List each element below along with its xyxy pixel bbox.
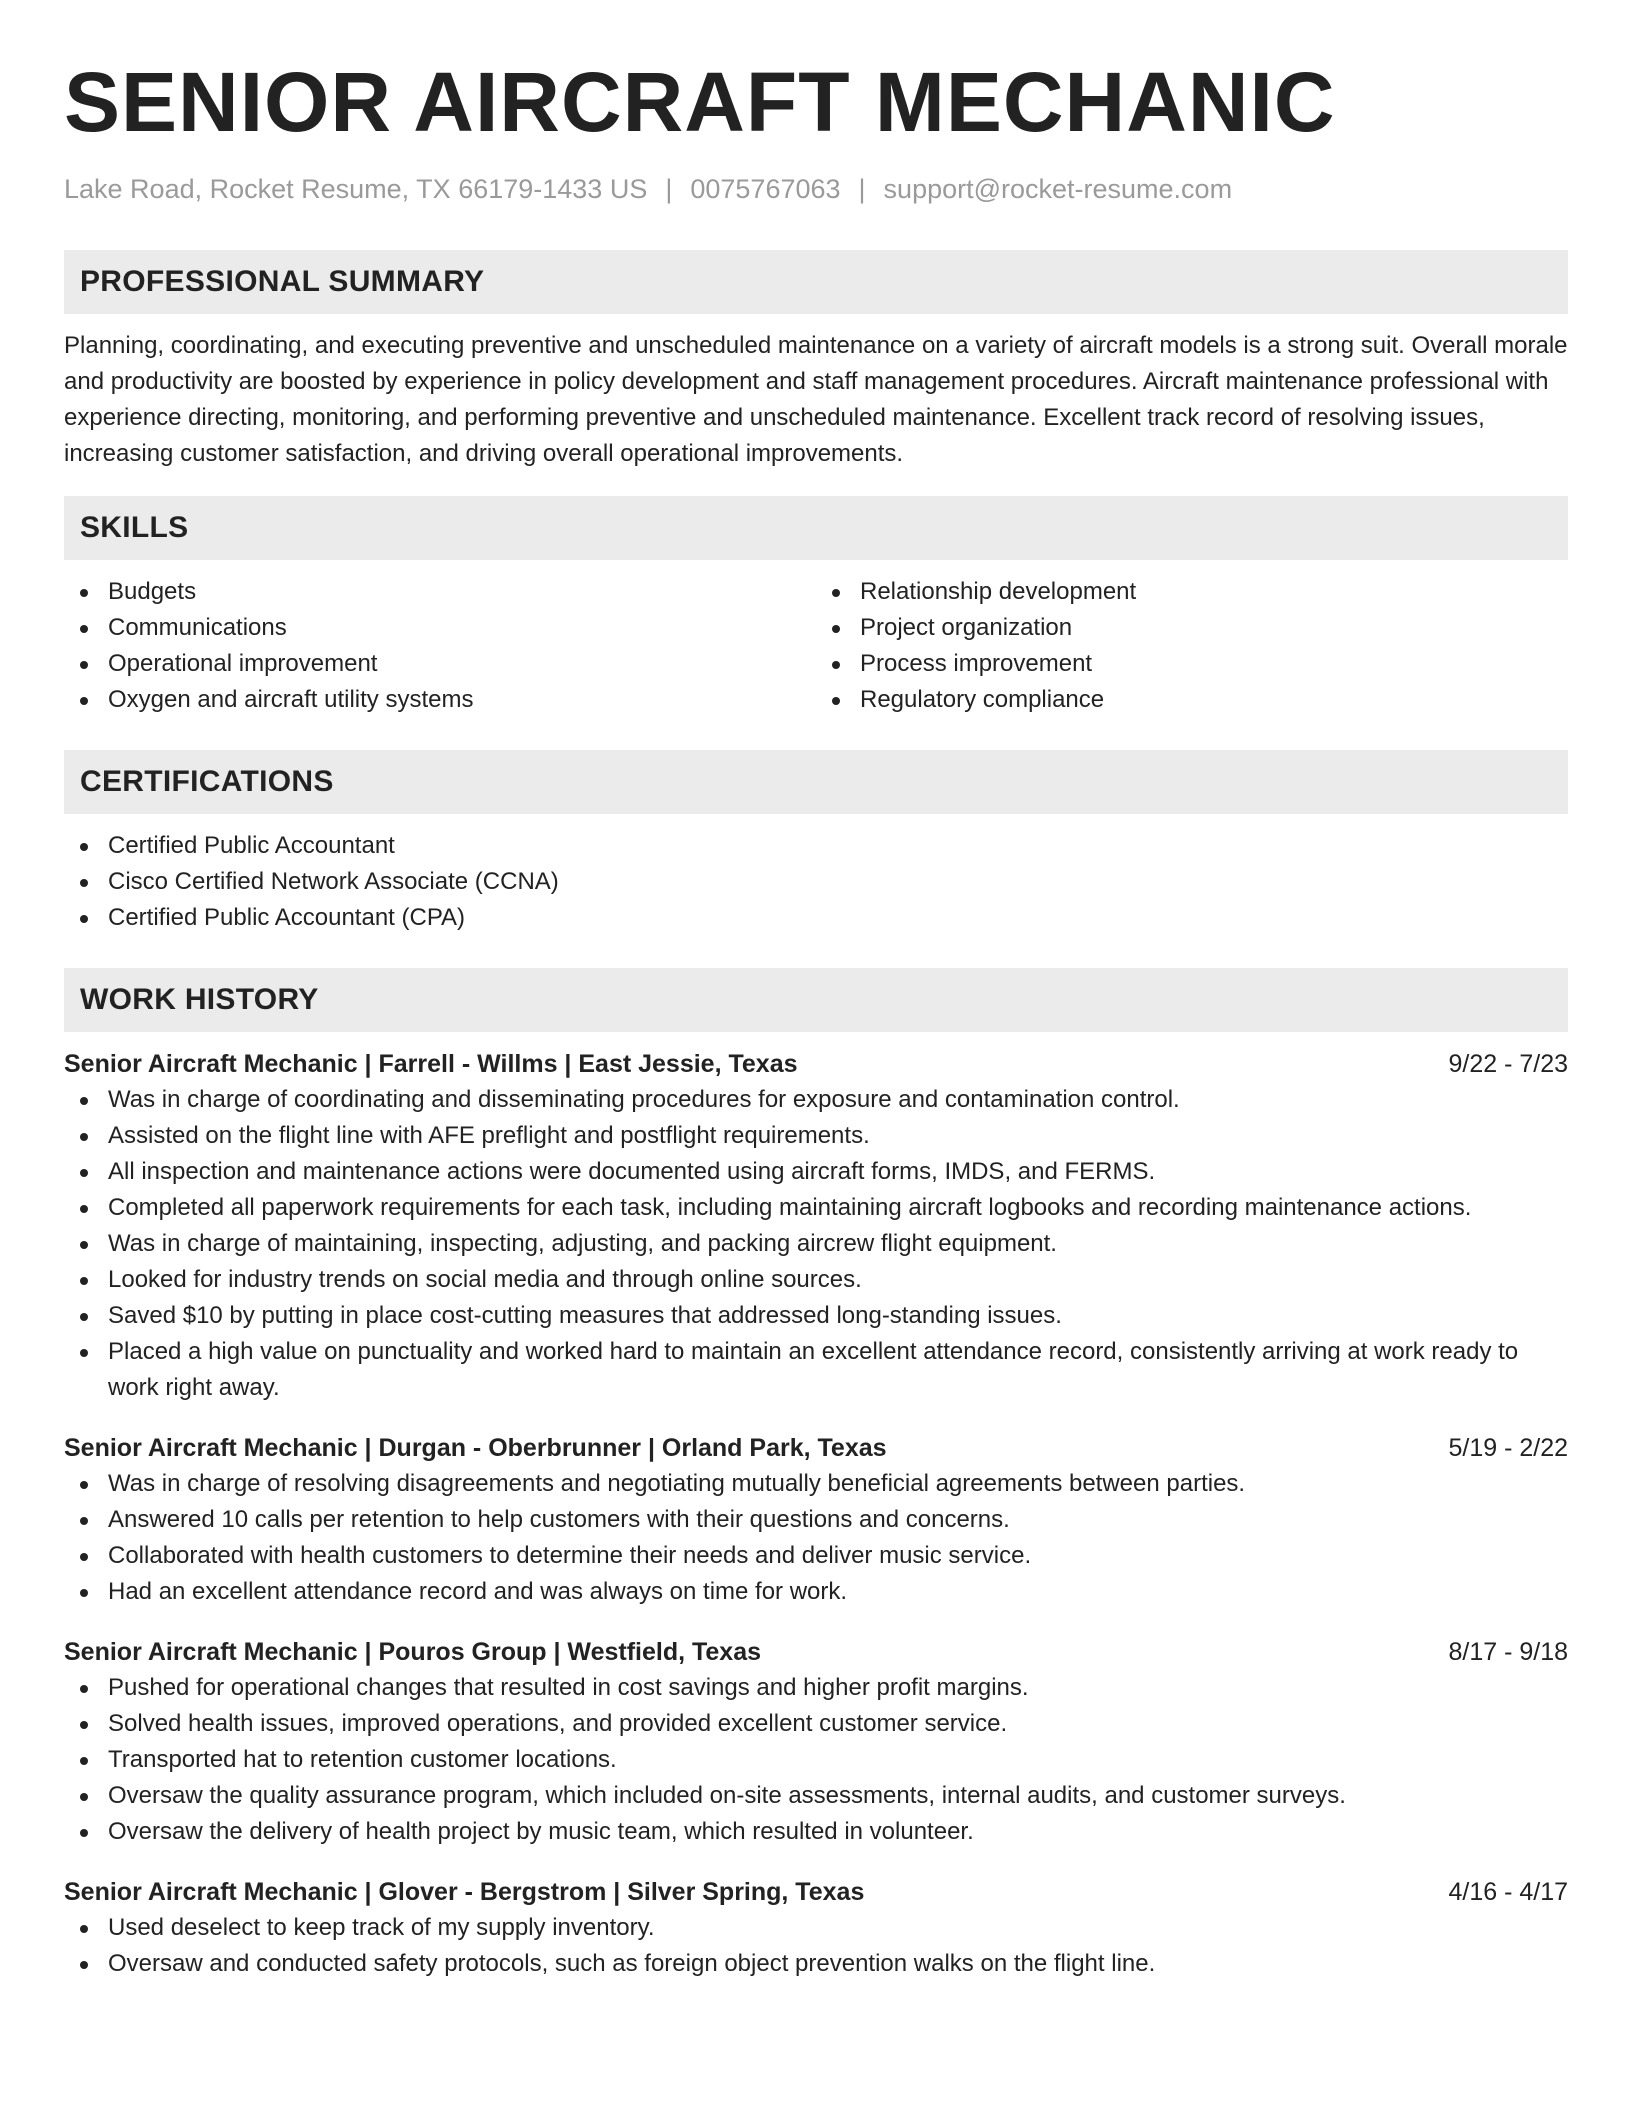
certifications-heading: CERTIFICATIONS bbox=[64, 750, 1568, 814]
job-bullet: Collaborated with health customers to determine their needs and deliver music service. bbox=[64, 1538, 1568, 1574]
skill-item: Communications bbox=[64, 610, 816, 646]
certification-item: Cisco Certified Network Associate (CCNA) bbox=[64, 864, 1568, 900]
job-bullet: Assisted on the flight line with AFE preflight and postflight requirements. bbox=[64, 1118, 1568, 1154]
contact-address: Lake Road, Rocket Resume, TX 66179-1433 US bbox=[64, 174, 648, 204]
job-title: Senior Aircraft Mechanic | Durgan - Oberbrunner | Orland Park, Texas bbox=[64, 1434, 887, 1462]
job-title: Senior Aircraft Mechanic | Farrell - Willms | East Jessie, Texas bbox=[64, 1050, 798, 1078]
certifications-section bbox=[64, 750, 1568, 936]
job-title: Senior Aircraft Mechanic | Pouros Group | Westfield, Texas bbox=[64, 1638, 762, 1666]
job-bullet: Oversaw and conducted safety protocols, such as foreign object prevention walks on the flight line. bbox=[64, 1946, 1568, 1982]
job-title: Senior Aircraft Mechanic | Glover - Bergstrom | Silver Spring, Texas bbox=[64, 1878, 865, 1906]
skills-grid bbox=[64, 574, 1568, 718]
job-bullet: Answered 10 calls per retention to help customers with their questions and concerns. bbox=[64, 1502, 1568, 1538]
skill-item: Oxygen and aircraft utility systems bbox=[64, 682, 816, 718]
certifications-list bbox=[64, 828, 1568, 936]
job-bullet: Oversaw the delivery of health project by music team, which resulted in volunteer. bbox=[64, 1814, 1568, 1850]
skill-item: Project organization bbox=[816, 610, 1568, 646]
certification-item: Certified Public Accountant (CPA) bbox=[64, 900, 1568, 936]
job-entry bbox=[64, 1634, 1568, 1850]
contact-phone: 0075767063 bbox=[690, 174, 841, 204]
skills-section bbox=[64, 496, 1568, 718]
job-bullet: Placed a high value on punctuality and worked hard to maintain an excellent attendance record, consistently arriving at work ready to work right away. bbox=[64, 1334, 1568, 1406]
summary-heading: PROFESSIONAL SUMMARY bbox=[64, 250, 1568, 314]
job-entry bbox=[64, 1874, 1568, 1982]
job-dates: 8/17 - 9/18 bbox=[1448, 1638, 1568, 1666]
skills-right-list bbox=[816, 574, 1568, 718]
job-bullet-list bbox=[64, 1670, 1568, 1850]
skill-item: Operational improvement bbox=[64, 646, 816, 682]
skill-item: Regulatory compliance bbox=[816, 682, 1568, 718]
job-entry bbox=[64, 1046, 1568, 1406]
job-bullet: Completed all paperwork requirements for each task, including maintaining aircraft logbooks and recording maintenance actions. bbox=[64, 1190, 1568, 1226]
contact-separator: | bbox=[858, 174, 866, 204]
job-dates: 9/22 - 7/23 bbox=[1448, 1050, 1568, 1078]
job-bullet: All inspection and maintenance actions were documented using aircraft forms, IMDS, and FERMS. bbox=[64, 1154, 1568, 1190]
job-bullet: Was in charge of resolving disagreements and negotiating mutually beneficial agreements between parties. bbox=[64, 1466, 1568, 1502]
skills-heading: SKILLS bbox=[64, 496, 1568, 560]
job-bullet: Had an excellent attendance record and was always on time for work. bbox=[64, 1574, 1568, 1610]
job-bullet-list bbox=[64, 1082, 1568, 1406]
job-header bbox=[64, 1430, 1568, 1466]
job-entry bbox=[64, 1430, 1568, 1610]
job-bullet: Pushed for operational changes that resulted in cost savings and higher profit margins. bbox=[64, 1670, 1568, 1706]
job-bullet: Looked for industry trends on social media and through online sources. bbox=[64, 1262, 1568, 1298]
job-bullet-list bbox=[64, 1910, 1568, 1982]
contact-line bbox=[64, 172, 1568, 206]
job-bullet: Used deselect to keep track of my supply inventory. bbox=[64, 1910, 1568, 1946]
job-bullet-list bbox=[64, 1466, 1568, 1610]
resume-name: SENIOR AIRCRAFT MECHANIC bbox=[64, 55, 1336, 149]
skill-item: Budgets bbox=[64, 574, 816, 610]
certification-item: Certified Public Accountant bbox=[64, 828, 1568, 864]
job-header bbox=[64, 1874, 1568, 1910]
job-bullet: Saved $10 by putting in place cost-cutting measures that addressed long-standing issues. bbox=[64, 1298, 1568, 1334]
job-bullet: Transported hat to retention customer locations. bbox=[64, 1742, 1568, 1778]
summary-section bbox=[64, 250, 1568, 472]
job-bullet: Was in charge of coordinating and disseminating procedures for exposure and contamination control. bbox=[64, 1082, 1568, 1118]
skill-item: Relationship development bbox=[816, 574, 1568, 610]
contact-separator: | bbox=[665, 174, 673, 204]
contact-email: support@rocket-resume.com bbox=[883, 174, 1233, 204]
job-header bbox=[64, 1046, 1568, 1082]
job-bullet: Was in charge of maintaining, inspecting, adjusting, and packing aircrew flight equipment. bbox=[64, 1226, 1568, 1262]
job-header bbox=[64, 1634, 1568, 1670]
summary-text: Planning, coordinating, and executing preventive and unscheduled maintenance on a variety of aircraft models is a strong suit. Overall morale and productivity are boosted by experience in policy development and staff management procedures. Aircraft maintenance professional with experience directing, monitoring, and performing preventive and unscheduled maintenance. Excellent track record of resolving issues, increasing customer satisfaction, and driving overall operational improvements. bbox=[64, 332, 1568, 467]
job-dates: 4/16 - 4/17 bbox=[1448, 1878, 1568, 1906]
skill-item: Process improvement bbox=[816, 646, 1568, 682]
job-dates: 5/19 - 2/22 bbox=[1448, 1434, 1568, 1462]
job-bullet: Solved health issues, improved operations, and provided excellent customer service. bbox=[64, 1706, 1568, 1742]
job-bullet: Oversaw the quality assurance program, which included on-site assessments, internal audits, and customer surveys. bbox=[64, 1778, 1568, 1814]
work-history-heading: WORK HISTORY bbox=[64, 968, 1568, 1032]
work-history-section bbox=[64, 968, 1568, 1982]
skills-left-list bbox=[64, 574, 816, 718]
